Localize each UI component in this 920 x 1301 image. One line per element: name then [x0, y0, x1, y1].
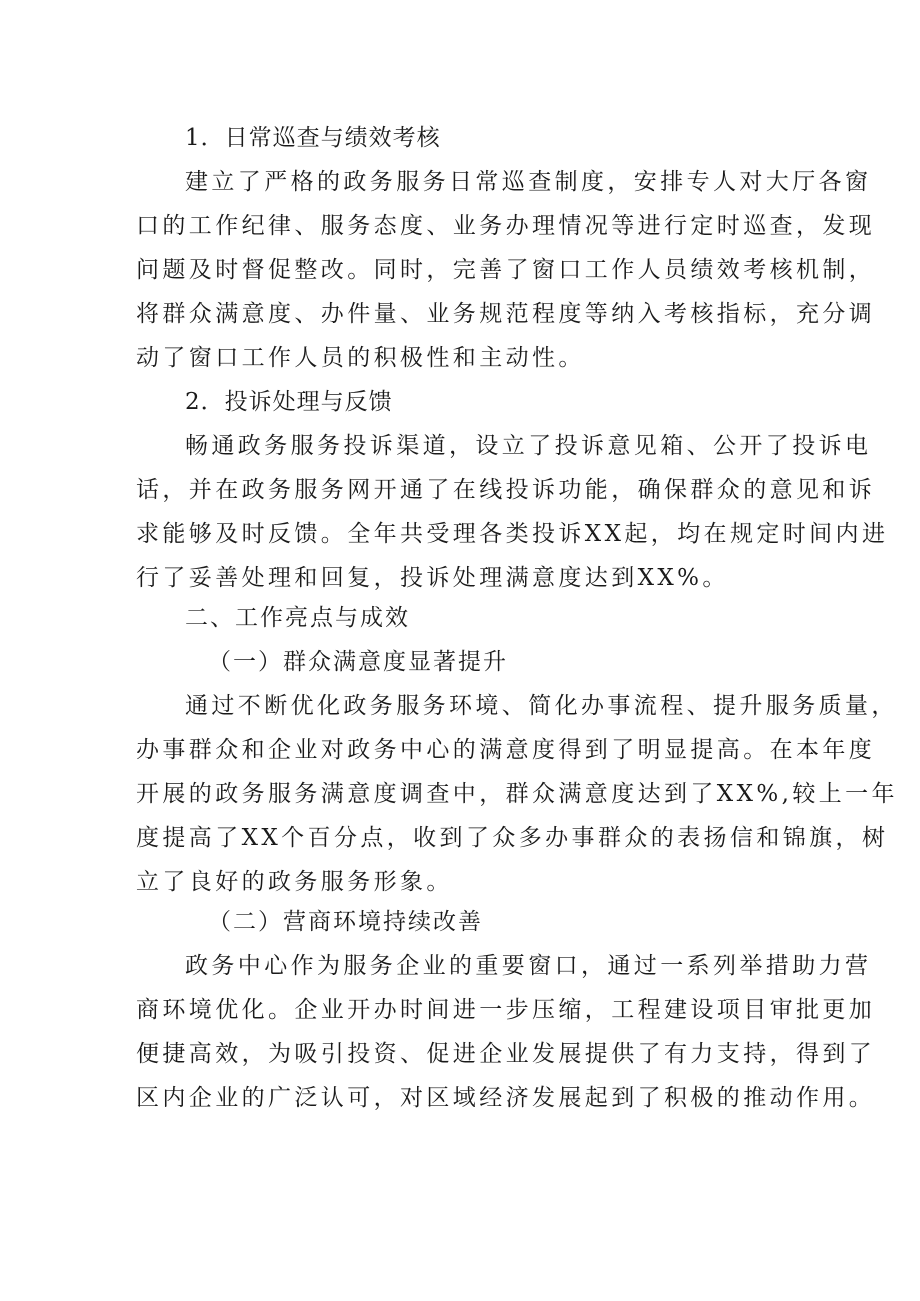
paragraph-line: 话，并在政务服务网开通了在线投诉功能，确保群众的意见和诉 — [136, 477, 876, 503]
paragraph-line: 便捷高效，为吸引投资、促进企业发展提供了有力支持，得到了 — [136, 1041, 876, 1067]
paragraph-line: 度提高了XX个百分点，收到了众多办事群众的表扬信和锦旗，树 — [136, 825, 889, 851]
paragraph-line: 办事群众和企业对政务中心的满意度得到了明显提高。在本年度 — [136, 737, 876, 763]
paragraph-line: 政务中心作为服务企业的重要窗口，通过一系列举措助力营 — [185, 953, 872, 979]
section-heading-highlights: 二、工作亮点与成效 — [185, 605, 410, 631]
paragraph-line: 畅通政务服务投诉渠道，设立了投诉意见箱、公开了投诉电 — [185, 433, 872, 459]
paragraph-line: 立了良好的政务服务形象。 — [136, 869, 453, 895]
paragraph-line: 建立了严格的政务服务日常巡查制度，安排专人对大厅各窗 — [185, 169, 872, 195]
paragraph-line: 问题及时督促整改。同时，完善了窗口工作人员绩效考核机制， — [136, 257, 876, 283]
subsection-heading-satisfaction: （一）群众满意度显著提升 — [208, 649, 508, 675]
paragraph-line: 求能够及时反馈。全年共受理各类投诉XX起，均在规定时间内进 — [136, 521, 889, 547]
paragraph-line: 口的工作纪律、服务态度、业务办理情况等进行定时巡查，发现 — [136, 213, 876, 239]
subsection-heading-business-environment: （二）营商环境持续改善 — [208, 909, 483, 935]
paragraph-line: 开展的政务服务满意度调查中，群众满意度达到了XX%,较上一年 — [136, 781, 898, 807]
paragraph-line: 行了妥善处理和回复，投诉处理满意度达到XX%。 — [136, 565, 729, 591]
section-heading-daily-inspection: 1．日常巡查与绩效考核 — [185, 125, 441, 151]
paragraph-line: 区内企业的广泛认可，对区域经济发展起到了积极的推动作用。 — [136, 1085, 876, 1111]
paragraph-line: 商环境优化。企业开办时间进一步压缩，工程建设项目审批更加 — [136, 997, 876, 1023]
section-heading-complaint-handling: 2．投诉处理与反馈 — [185, 389, 393, 415]
paragraph-line: 通过不断优化政务服务环境、简化办事流程、提升服务质量， — [185, 693, 898, 719]
paragraph-line: 将群众满意度、办件量、业务规范程度等纳入考核指标，充分调 — [136, 301, 876, 327]
paragraph-line: 动了窗口工作人员的积极性和主动性。 — [136, 345, 585, 371]
